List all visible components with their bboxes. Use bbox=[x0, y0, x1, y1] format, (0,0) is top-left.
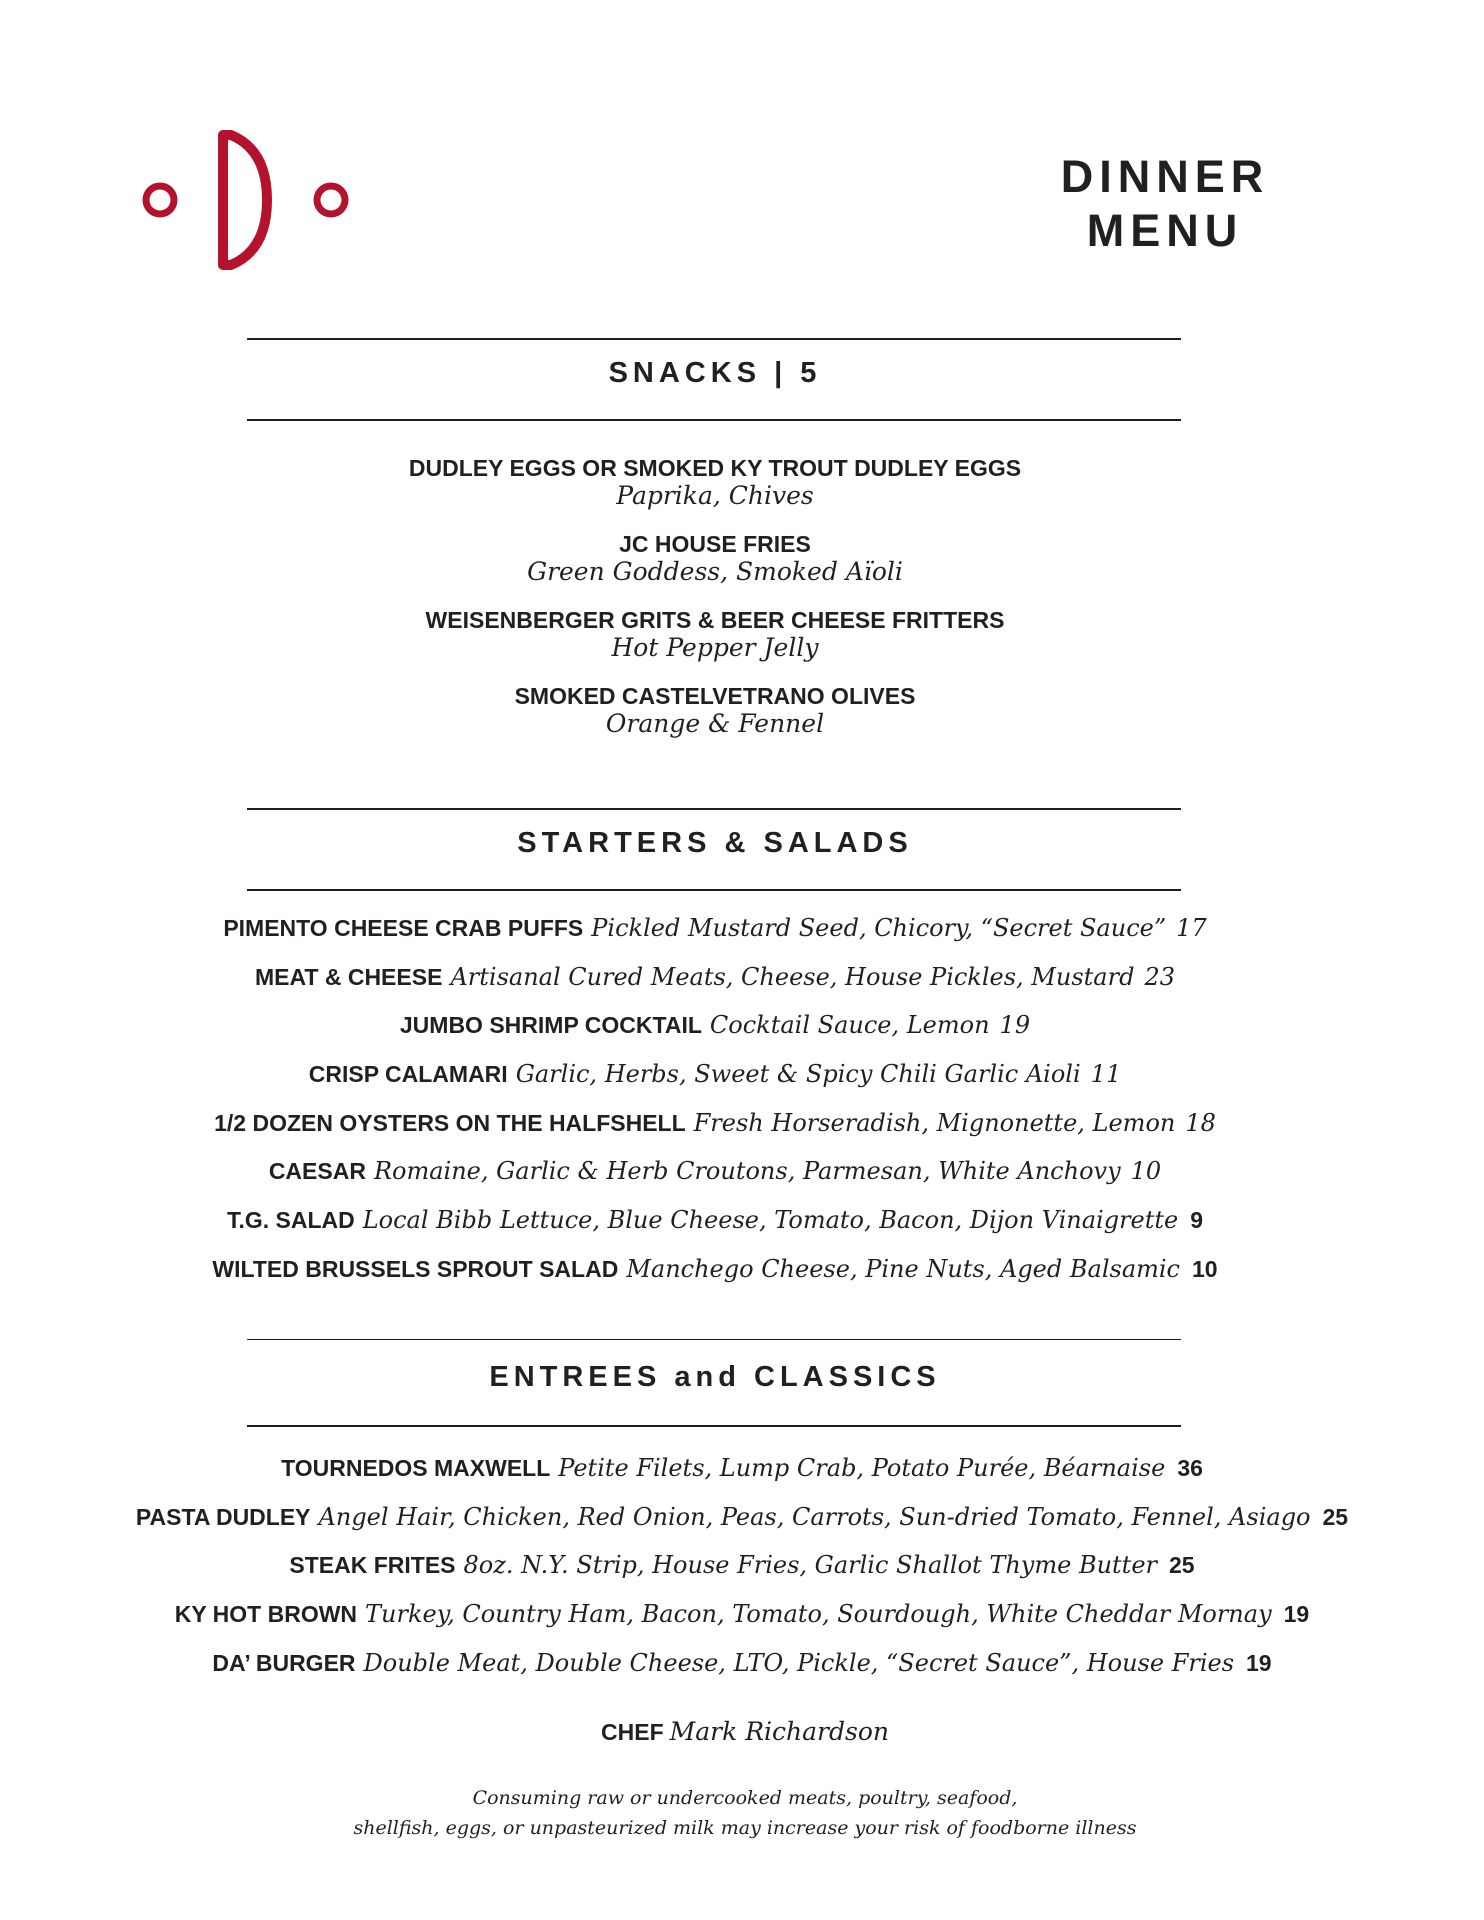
item-desc: Turkey, Country Ham, Bacon, Tomato, Sourdough, White Cheddar Mornay bbox=[365, 1600, 1272, 1629]
item-name: JUMBO SHRIMP COCKTAIL bbox=[399, 1012, 702, 1039]
item-desc: Double Meat, Double Cheese, LTO, Pickle, “Secret Sauce”, House Fries bbox=[363, 1648, 1235, 1677]
menu-title-line1: DINNER bbox=[1060, 151, 1270, 202]
menu-title bbox=[1040, 150, 1290, 258]
item-desc: Green Goddess, Smoked Aïoli bbox=[527, 557, 903, 586]
item-name: DUDLEY EGGS OR SMOKED KY TROUT DUDLEY EGGS bbox=[408, 455, 1022, 481]
item-desc: Hot Pepper Jelly bbox=[611, 633, 819, 662]
item-price: 36 bbox=[1177, 1455, 1203, 1481]
item-name: CAESAR bbox=[268, 1158, 366, 1185]
item-price: 17 bbox=[1176, 914, 1207, 942]
divider bbox=[247, 889, 1181, 891]
item-name: WILTED BRUSSELS SPROUT SALAD bbox=[212, 1255, 619, 1282]
section-title-entrees: ENTREES and CLASSICS bbox=[489, 1361, 941, 1393]
chef-label: CHEF bbox=[601, 1719, 664, 1745]
entrees-list bbox=[0, 1444, 1484, 1687]
item-name: CRISP CALAMARI bbox=[308, 1061, 508, 1088]
item-price: 19 bbox=[1246, 1649, 1272, 1676]
item-desc: Romaine, Garlic & Herb Croutons, Parmesan, White Anchovy bbox=[373, 1157, 1121, 1186]
divider bbox=[247, 1425, 1181, 1427]
item-price: 9 bbox=[1190, 1207, 1204, 1234]
item-price: 18 bbox=[1185, 1108, 1216, 1137]
item-desc: Cocktail Sauce, Lemon bbox=[709, 1011, 990, 1040]
menu-item bbox=[0, 1444, 1484, 1493]
menu-item bbox=[0, 904, 1430, 953]
item-desc: Petite Filets, Lump Crab, Potato Purée, Béarnaise bbox=[558, 1454, 1166, 1482]
item-desc: Orange & Fennel bbox=[605, 709, 825, 738]
item-price: 19 bbox=[1283, 1601, 1310, 1628]
snack-item bbox=[0, 682, 1430, 738]
divider bbox=[247, 419, 1181, 421]
item-name: DA’ BURGER bbox=[212, 1649, 356, 1676]
item-name: 1/2 DOZEN OYSTERS ON THE HALFSHELL bbox=[214, 1109, 686, 1136]
item-desc: Fresh Horseradish, Mignonette, Lemon bbox=[693, 1108, 1176, 1137]
snack-item bbox=[0, 606, 1430, 662]
chef-credit bbox=[0, 1717, 1484, 1746]
item-price: 11 bbox=[1090, 1060, 1122, 1089]
item-desc: 8oz. N.Y. Strip, House Fries, Garlic Shallot Thyme Butter bbox=[463, 1551, 1157, 1580]
menu-item bbox=[0, 1493, 1484, 1542]
divider bbox=[247, 1339, 1181, 1340]
item-desc: Local Bibb Lettuce, Blue Cheese, Tomato, Bacon, Dijon Vinaigrette bbox=[362, 1206, 1179, 1235]
item-desc: Paprika, Chives bbox=[616, 481, 814, 510]
item-name: WEISENBERGER GRITS & BEER CHEESE FRITTERS bbox=[425, 607, 1005, 633]
item-name: STEAK FRITES bbox=[289, 1552, 456, 1579]
item-desc: Manchego Cheese, Pine Nuts, Aged Balsamic bbox=[626, 1254, 1180, 1283]
menu-item bbox=[0, 1001, 1430, 1050]
item-price: 10 bbox=[1130, 1157, 1162, 1186]
divider bbox=[247, 338, 1181, 340]
odo-logo bbox=[135, 130, 355, 270]
item-name: PIMENTO CHEESE CRAB PUFFS bbox=[223, 915, 584, 941]
item-name: KY HOT BROWN bbox=[174, 1601, 358, 1628]
menu-item bbox=[0, 1245, 1430, 1294]
snack-item bbox=[0, 454, 1430, 510]
item-price: 23 bbox=[1144, 962, 1175, 991]
item-desc: Artisanal Cured Meats, Cheese, House Pickles, Mustard bbox=[450, 962, 1135, 991]
item-desc: Pickled Mustard Seed, Chicory, “Secret Sauce” bbox=[591, 914, 1167, 942]
item-price: 25 bbox=[1169, 1552, 1195, 1579]
item-name: JC HOUSE FRIES bbox=[619, 531, 811, 557]
menu-item bbox=[0, 1541, 1484, 1590]
menu-title-line2: MENU bbox=[1086, 205, 1244, 256]
item-name: SMOKED CASTELVETRANO OLIVES bbox=[514, 683, 916, 709]
snacks-list bbox=[0, 454, 1430, 758]
disclaimer-line1: Consuming raw or undercooked meats, poultry, seafood, bbox=[472, 1787, 1018, 1809]
section-title-snacks: SNACKS | 5 bbox=[608, 357, 822, 389]
menu-item bbox=[0, 1050, 1430, 1099]
section-title-starters: STARTERS & SALADS bbox=[517, 827, 913, 859]
menu-item bbox=[0, 1147, 1430, 1196]
menu-item bbox=[0, 1196, 1430, 1245]
item-price: 19 bbox=[999, 1011, 1031, 1040]
item-name: TOURNEDOS MAXWELL bbox=[281, 1455, 551, 1481]
item-name: MEAT & CHEESE bbox=[255, 963, 443, 990]
menu-item bbox=[0, 1639, 1484, 1688]
divider bbox=[247, 808, 1181, 810]
item-desc: Angel Hair, Chicken, Red Onion, Peas, Carrots, Sun-dried Tomato, Fennel, Asiago bbox=[318, 1502, 1311, 1531]
item-price: 25 bbox=[1322, 1503, 1349, 1530]
item-name: T.G. SALAD bbox=[226, 1207, 355, 1234]
snack-item bbox=[0, 530, 1430, 586]
menu-item bbox=[0, 1590, 1484, 1639]
disclaimer-line2: shellfish, eggs, or unpasteurized milk may increase your risk of foodborne illness bbox=[353, 1817, 1137, 1839]
item-name: PASTA DUDLEY bbox=[135, 1503, 311, 1530]
chef-name: Mark Richardson bbox=[669, 1717, 889, 1746]
menu-item bbox=[0, 1099, 1430, 1148]
menu-item bbox=[0, 953, 1430, 1002]
item-price: 10 bbox=[1192, 1255, 1218, 1282]
starters-list bbox=[0, 904, 1430, 1294]
food-safety-disclaimer bbox=[0, 1783, 1484, 1843]
item-desc: Garlic, Herbs, Sweet & Spicy Chili Garlic Aioli bbox=[515, 1060, 1081, 1089]
